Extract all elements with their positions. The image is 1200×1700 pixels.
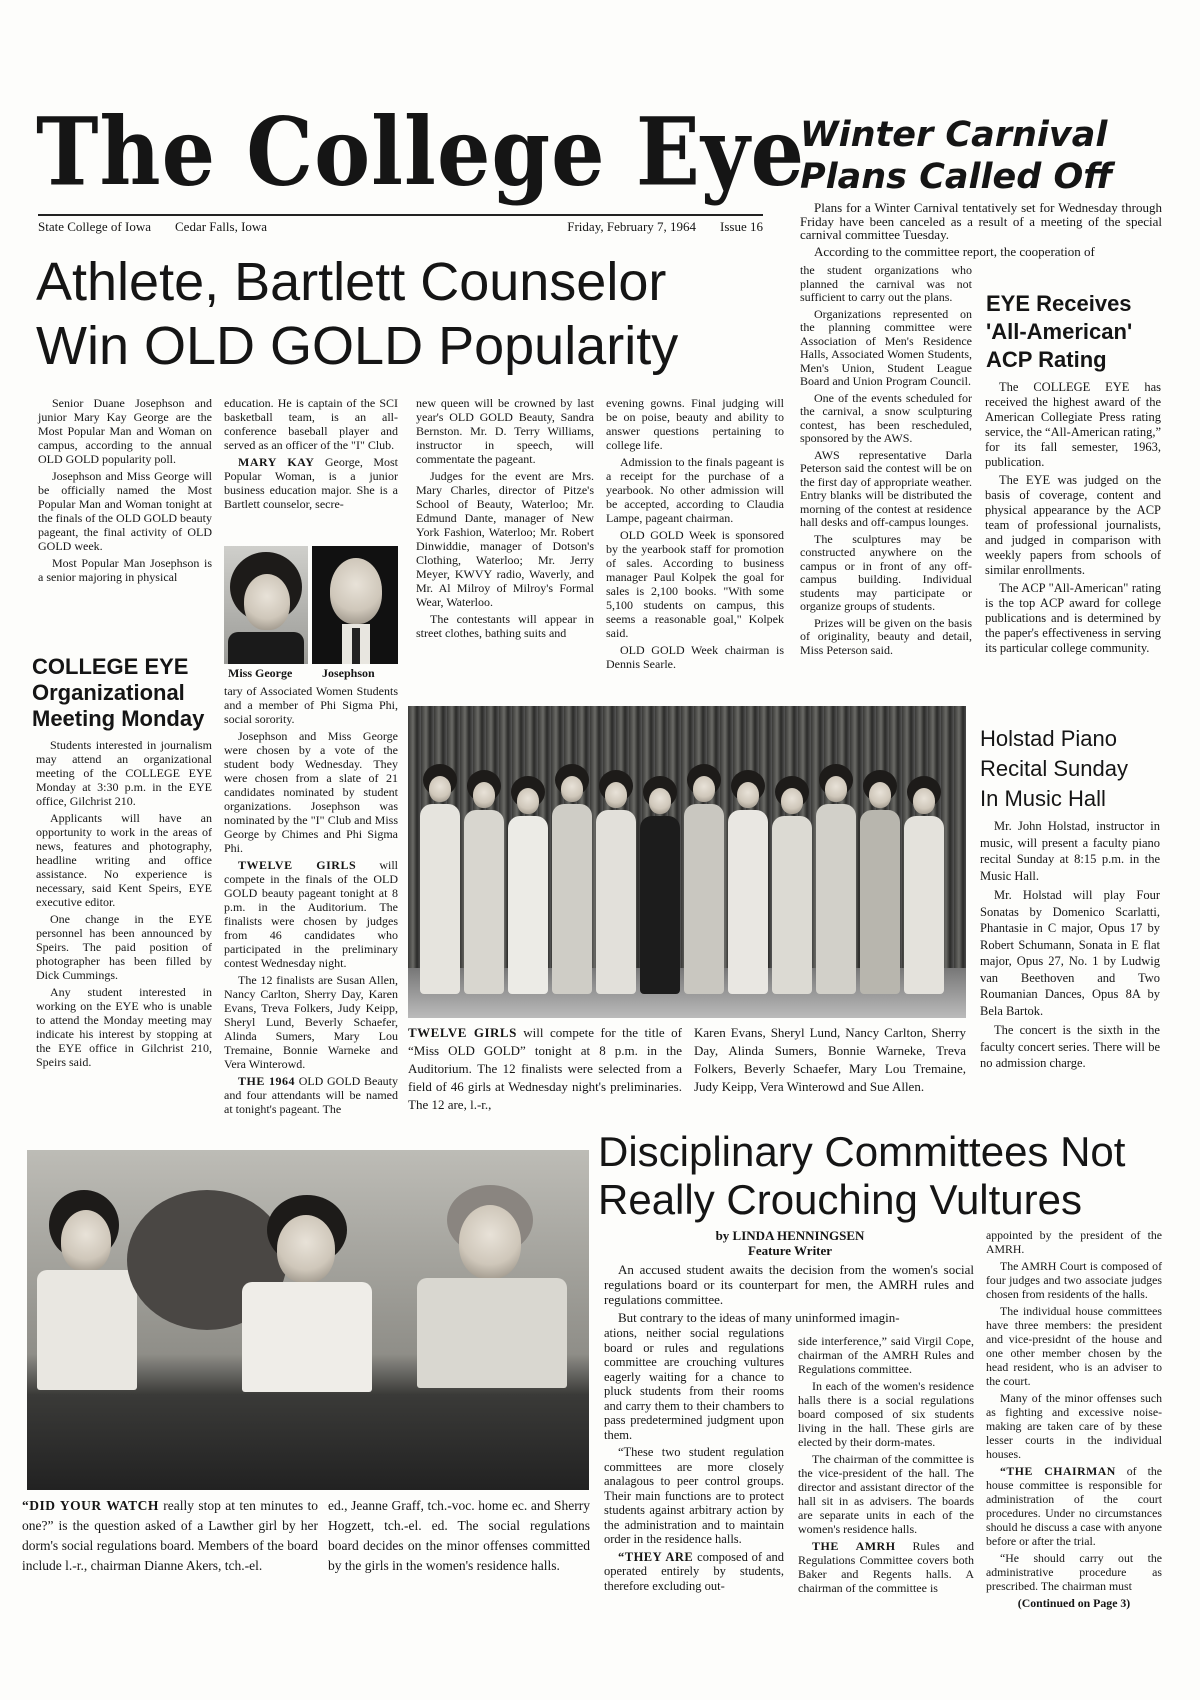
paragraph (416, 396, 594, 466)
paragraph (604, 1262, 974, 1307)
school-name: State College of Iowa (38, 219, 151, 234)
paragraph (36, 985, 212, 1069)
paragraph-text: Mr. Holstad will play Four Sonatas by Domenico Scarlatti, Phantasie in C major, Opus 17 by Robert Schumann, Sonata in E flat major, Opus 27, No. 1 by Ludwig van Beethoven and Two Roumanian Dances, Opus 8A by Bela Bartok. (980, 888, 1160, 1018)
lead-in: “THE CHAIRMAN (1000, 1464, 1116, 1478)
disciplinary-col-a (604, 1326, 784, 1596)
paragraph-text: The AMRH Court is composed of four judges and two associate judges chosen from residents of the halls. (986, 1259, 1162, 1301)
paragraph (980, 1022, 1160, 1072)
disciplinary-col-b (798, 1334, 974, 1598)
paragraph-text: Rules and Regulations Committee covers both Baker and Regents halls. A chairman of the committee is (798, 1539, 974, 1595)
paragraph (38, 556, 212, 584)
paragraph-text: The COLLEGE EYE has received the highest award of the American Collegiate Press rating service, the “All-American rating,” for its fall semester, 1963, publication. (985, 380, 1161, 469)
finalist-figure-gown (684, 804, 724, 994)
headline-line: Recital Sunday (980, 756, 1128, 781)
paragraph (800, 308, 972, 389)
paragraph (604, 1326, 784, 1442)
paragraph (798, 1539, 974, 1595)
finalist-figure-face (561, 776, 583, 802)
paragraph-text: OLD GOLD Week is sponsored by the yearbook staff for promotion of sales. According to business manager Paul Kolpek the goal for sales is 2,100 books. "With some 5,100 students on campus, this seems a reasonable goal," Kolpek said. (606, 528, 784, 640)
headline-line: In Music Hall (980, 786, 1106, 811)
paragraph-text: One change in the EYE personnel has been announced by Speirs. The paid position of photographer has been filled by Dick Cummings. (36, 912, 212, 982)
paragraph-text: OLD GOLD Week chairman is Dennis Searle. (606, 643, 784, 671)
paragraph-text: “He should carry out the administrative procedure as prescribed. The chairman must (986, 1551, 1162, 1593)
paragraph-text: The contestants will appear in street clothes, bathing suits and (416, 612, 594, 640)
portrait-caption-george: Miss George (228, 666, 293, 680)
acp-headline (986, 290, 1186, 374)
finalist-figure-gown (728, 810, 768, 994)
paragraph-text: In each of the women's residence halls there is a social regulations board composed of six students living in the hall. These girls are elected by their dorm-mates. (798, 1379, 974, 1449)
paragraph (416, 469, 594, 609)
paragraph (224, 1074, 398, 1116)
portrait-miss-george (224, 546, 308, 664)
board-caption-left (22, 1496, 318, 1576)
paragraph (36, 811, 212, 909)
paragraph-text: Judges for the event are Mrs. Mary Charles, director of Pitze's School of Beauty, Waterloo; Mr. Edmund Dante, manager of New York Fashion, Waterloo; Mr. Robert Dinwiddie, manager of Dotson's Clothing, Waterloo; Mr. Jerry Meyer, KWVY radio, Waverly, and Mr. Al Milroy of Milroy's Formal Wear, Waterloo. (416, 469, 594, 609)
paragraph (38, 396, 212, 466)
paragraph (800, 449, 972, 530)
location: Cedar Falls, Iowa (175, 219, 268, 234)
paragraph-text: Josephson and Miss George were chosen by a vote of the student body Wednesday. They were chosen from a slate of 21 candidates nominated by student organizations. Josephson was nominated by the "I" Club and Miss George by Chimes and Phi Sigma Phi. (224, 729, 398, 855)
paragraph (604, 1310, 974, 1325)
winter-carnival-intro (800, 201, 1162, 261)
disciplinary-intro (604, 1262, 974, 1328)
finalist-figure-face (825, 776, 847, 802)
paragraph (224, 729, 398, 855)
headline-line: EYE Receives (986, 291, 1132, 316)
paragraph (986, 1259, 1162, 1301)
caption-text: really stop at ten minutes to one?” is the question asked of a Lawther girl by her dorm's social regulations board. Members of the board include l.-r., chairman Dianne Akers, tch.-el. (22, 1498, 318, 1573)
paragraph (800, 533, 972, 614)
portrait-caption-josephson: Josephson (322, 666, 375, 680)
finalist-figure-gown (596, 810, 636, 994)
finalist-figure-face (429, 776, 451, 802)
paragraph (986, 1551, 1162, 1593)
paragraph-text: An accused student awaits the decision from the women's social regulations board or its counterpart for men, the AMRH rules and regulations committee. (604, 1262, 974, 1307)
paragraph-text: Plans for a Winter Carnival tentatively set for Wednesday through Friday have been canceled as a result of a meeting of the special carnival committee Tuesday. (800, 200, 1162, 242)
paragraph (985, 581, 1161, 656)
headline-line: Really Crouching Vultures (598, 1176, 1083, 1223)
paragraph-text: Organizations represented on the planning committee were Association of Men's Residence Halls, Associated Women Students, Men's Union, Student League Board and Union Program Council. (800, 306, 972, 388)
issue-date: Friday, February 7, 1964 (567, 219, 697, 234)
paragraph (224, 973, 398, 1071)
headline-line: Holstad Piano (980, 726, 1117, 751)
winter-carnival-body (800, 264, 972, 660)
finalist-figure-face (913, 788, 935, 814)
paragraph (36, 912, 212, 982)
paragraph-text: Mr. John Holstad, instructor in music, will present a faculty piano recital Sunday at 8:15 p.m. in the Music Hall. (980, 819, 1160, 883)
paragraph-text: The EYE was judged on the basis of coverage, content and physical appearance by the ACP team of professional journalists, and judged in comparison with weekly papers from schools of similar enrollments. (985, 473, 1161, 577)
popularity-headline (36, 250, 776, 378)
paragraph (985, 380, 1161, 470)
finalists-caption-left (408, 1024, 682, 1114)
paragraph-text: Senior Duane Josephson and junior Mary Kay George are the Most Popular Man and Woman on campus, according to the annual OLD GOLD popularity poll. (38, 396, 212, 466)
social-regulations-board-photo (27, 1150, 589, 1490)
paragraph (800, 245, 1162, 259)
paragraph-text: Josephson and Miss George will be officially named the Most Popular Man and Woman tonight at the finals of the OLD GOLD beauty pageant, the final activity of OLD GOLD week. (38, 469, 212, 553)
paragraph-text: AWS representative Darla Peterson said the contest will be on the first day of appropriate weather. Entry blanks will be distributed the morning of the contest at residence hall desks and off-campus lounges. (800, 447, 972, 529)
paragraph-text: George, Most Popular Woman, is a junior business education major. She is a Bartlett counselor, secre- (224, 455, 398, 511)
finalist-figure-face (605, 782, 627, 808)
popularity-col-2b (224, 684, 398, 1119)
paragraph-text: Most Popular Man Josephson is a senior majoring in physical (38, 556, 212, 584)
paragraph-text: OLD GOLD Beauty and four attendants will be named at tonight's pageant. The (224, 1074, 399, 1116)
paragraph (606, 643, 784, 671)
headline-line: COLLEGE EYE (32, 654, 189, 679)
acp-body (985, 380, 1161, 659)
paragraph-text: The individual house committees have three members: the president and vice-presidnt of the house and one other member chosen by the head resident, who is an adviser to the court. (986, 1304, 1162, 1388)
popularity-col-1 (38, 396, 212, 587)
issue-number: Issue 16 (720, 219, 763, 234)
paragraph-text: tary of Associated Women Students and a member of Phi Sigma Phi, social sorority. (224, 684, 398, 726)
masthead-title: The College Eye (36, 96, 806, 207)
paragraph-text: According to the committee report, the cooperation of (814, 243, 1095, 259)
paragraph-text: The sculptures may be constructed anywhere on the campus or in front of any off-campus building. Individual students may participate or organize groups of students. (800, 531, 972, 613)
paragraph (980, 818, 1160, 884)
headline-line: Win OLD GOLD Popularity (36, 316, 679, 376)
headline-line: Athlete, Bartlett Counselor (36, 252, 667, 312)
paragraph-text: side interference,” said Virgil Cope, chairman of the AMRH Rules and Regulations committee. (798, 1334, 974, 1376)
paragraph-text: Admission to the finals pageant is a receipt for the purchase of a yearbook. No other admission will be accepted, according to Claudia Lampe, pageant chairman. (606, 455, 784, 525)
recital-headline (980, 724, 1190, 814)
lead-in: TWELVE GIRLS (238, 858, 357, 872)
paragraph-text: “These two student regulation committees are more closely analagous to peer control groups. Their main functions are to protect students against arbitrary action by the administration and to maintain order in the residence halls. (604, 1445, 784, 1546)
finalist-figure-face (737, 782, 759, 808)
paragraph-text: The concert is the sixth in the faculty concert series. There will be no admission charge. (980, 1023, 1160, 1070)
disciplinary-col-c-text (986, 1228, 1162, 1593)
paragraph-text: Prizes will be given on the basis of originality, beauty and detail, Miss Peterson said. (800, 615, 972, 657)
dateline (38, 214, 763, 235)
paragraph (606, 455, 784, 525)
paragraph-text: But contrary to the ideas of many uninformed imagin- (618, 1310, 900, 1325)
paragraph (798, 1334, 974, 1376)
finalist-figure-face (781, 788, 803, 814)
paragraph (224, 858, 398, 970)
paragraph-text: the student organizations who planned the carnival was not sufficient to carry out the plans. (800, 263, 972, 304)
finalists-photo (408, 706, 966, 1018)
finalist-figure-face (473, 782, 495, 808)
paragraph (800, 617, 972, 658)
paragraph (416, 612, 594, 640)
paragraph (38, 469, 212, 553)
paragraph-text: of the house committee is responsible for administration of the court procedures. Under no circumstances should he discuss a case with anyone before or after the trial. (986, 1464, 1162, 1548)
paragraph (986, 1304, 1162, 1388)
paragraph (606, 528, 784, 640)
finalist-figure-gown (464, 810, 504, 994)
paragraph-text: One of the events scheduled for the carnival, a snow sculpturing contest, has been rescheduled, sponsored by the AWS. (800, 390, 972, 445)
disciplinary-col-c (986, 1228, 1162, 1610)
paragraph-text: The 12 finalists are Susan Allen, Nancy Carlton, Sherry Day, Karen Evans, Treva Folkers, Judy Keipp, Sheryl Lund, Beverly Schaefer, Alinda Sumers, Mary Lou Tremaine, Bonnie Warneke and Vera Winterowd. (224, 973, 398, 1071)
paragraph (604, 1550, 784, 1594)
finalist-figure-gown (904, 816, 944, 994)
paragraph (985, 473, 1161, 578)
paragraph (800, 392, 972, 446)
headline-line: Organizational (32, 680, 185, 705)
paragraph (224, 396, 398, 452)
paragraph-text: new queen will be crowned by last year's OLD GOLD Beauty, Sandra Bernston. Mr. D. Terry Williams, instructor in speech, will commentate the pageant. (416, 396, 594, 466)
finalist-figure-face (649, 788, 671, 814)
board-caption-right: ed., Jeanne Graff, tch.-voc. home ec. and Sherry Hogzett, tch.-el. ed. The social regulations board decides on the minor offenses committed by the girls in the women's residence halls. (328, 1498, 590, 1573)
paragraph (798, 1452, 974, 1536)
finalist-figure-gown (772, 816, 812, 994)
portrait-josephson (312, 546, 398, 664)
paragraph-text: ations, neither social regulations board or rules and regulations committee are crouching vultures eagerly waiting for a chance to pluck students from their rooms and carry them to their chambers to pass predetermined judgment upon them. (604, 1326, 784, 1442)
finalist-figure-gown (640, 816, 680, 994)
byline-title: Feature Writer (747, 1243, 833, 1258)
paragraph (986, 1228, 1162, 1256)
paragraph (798, 1379, 974, 1449)
paragraph-text: Students interested in journalism may attend an organizational meeting of the COLLEGE EYE Monday at 3:30 p.m. in the EYE office, Gilchrist 210. (36, 738, 212, 808)
lead-in: THE AMRH (812, 1539, 896, 1553)
continued-notice[interactable]: (Continued on Page 3) (1017, 1596, 1131, 1610)
finalist-figure-gown (552, 804, 592, 994)
headline-line: ACP Rating (986, 347, 1107, 372)
disciplinary-headline (598, 1128, 1168, 1224)
paragraph-text: The chairman of the committee is the vice-president of the hall. The director and assistant director of the hall sit in as advisers. The boards are separate units in each of the women's residence halls. (798, 1452, 974, 1536)
paragraph-text: composed of and operated entirely by students, therefore excluding out- (604, 1549, 784, 1593)
paragraph (224, 455, 398, 511)
finalist-figure-face (517, 788, 539, 814)
finalists-caption-right: Karen Evans, Sheryl Lund, Nancy Carlton, Sherry Day, Alinda Sumers, Bonnie Warneke, Treva Folkers, Beverly Schaefer, Mary Lou Tremaine, Judy Keipp, Vera Winterowd and Sue Allen. (694, 1025, 966, 1094)
paragraph (986, 1464, 1162, 1548)
byline (600, 1228, 980, 1258)
paragraph-text: Many of the minor offenses such as fighting and excessive noise-making are taken care of by these lesser courts in the individual houses. (986, 1391, 1162, 1461)
paragraph (800, 264, 972, 305)
finalist-figure-gown (816, 804, 856, 994)
meeting-headline (32, 654, 212, 732)
headline-line: 'All-American' (986, 319, 1133, 344)
paragraph (606, 396, 784, 452)
lead-in: MARY KAY (238, 455, 315, 469)
paragraph (36, 738, 212, 808)
headline-line: Disciplinary Committees Not (598, 1128, 1126, 1175)
paragraph-text: Any student interested in working on the EYE who is unable to attend the Monday meeting may indicate his interest by stopping at the EYE office in Gilchrist 210, Speirs said. (36, 985, 212, 1069)
paragraph (224, 684, 398, 726)
paragraph-text: The ACP "All-American" rating is the top ACP award for college publications and is determined by the paper's effectiveness in serving its particular college community. (985, 581, 1161, 655)
paragraph-text: evening gowns. Final judging will be on poise, beauty and ability to answer questions pertaining to college life. (606, 396, 784, 452)
popularity-col-3 (416, 396, 594, 643)
paragraph (986, 1391, 1162, 1461)
paragraph (604, 1445, 784, 1547)
caption-text: will compete for the title of “Miss OLD GOLD” tonight at 8 p.m. in the Auditorium. The 12 finalists were selected from a field of 46 girls at Wednesday night's preliminaries. The 12 are, l.-r., (408, 1025, 683, 1112)
popularity-col-4 (606, 396, 784, 674)
headline-line: Meeting Monday (32, 706, 205, 731)
finalist-figure-face (869, 782, 891, 808)
headline-line: Plans Called Off (800, 157, 1113, 197)
paragraph-text: appointed by the president of the AMRH. (986, 1228, 1162, 1256)
paragraph-text: Applicants will have an opportunity to work in the areas of news, features and photography, headline writing and office assistance. No experience is necessary, said Kent Speirs, EYE executive editor. (36, 811, 212, 909)
meeting-body (36, 738, 212, 1072)
paragraph (980, 887, 1160, 1019)
finalist-figure-face (693, 776, 715, 802)
finalist-figure-gown (860, 810, 900, 994)
paragraph-text: education. He is captain of the SCI basketball team, is an all-conference baseball player and served as an officer of the "I" Club. (224, 396, 398, 452)
caption-lead: “DID YOUR WATCH (22, 1498, 159, 1513)
finalist-figure-gown (508, 816, 548, 994)
caption-lead: TWELVE GIRLS (408, 1025, 517, 1040)
finalist-figure-gown (420, 804, 460, 994)
popularity-col-2a (224, 396, 398, 514)
lead-in: THE 1964 (238, 1074, 296, 1088)
byline-author: by LINDA HENNINGSEN (715, 1228, 865, 1243)
winter-carnival-headline (800, 114, 1190, 198)
paragraph-text: will compete in the finals of the OLD GOLD beauty pageant tonight at 8 p.m. in the Auditorium. The finalists were chosen by judges from 46 candidates who participated in the preliminary contest Wednesday night. (224, 858, 398, 970)
headline-line: Winter Carnival (800, 115, 1108, 155)
paragraph (800, 201, 1162, 242)
recital-body (980, 818, 1160, 1075)
lead-in: “THEY ARE (618, 1549, 694, 1564)
